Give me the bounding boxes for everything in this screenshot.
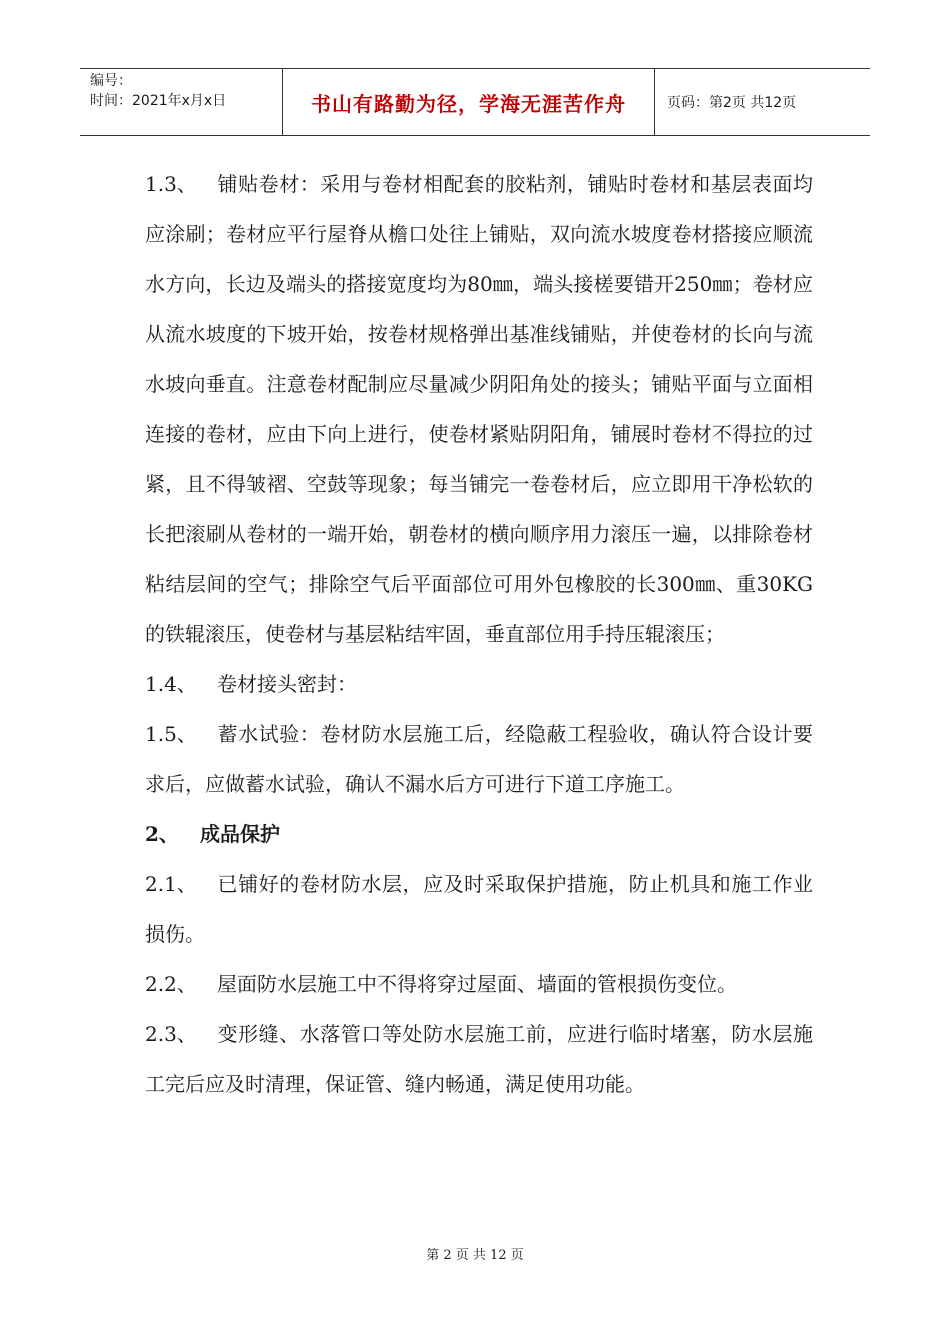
number-label: 编号： <box>90 73 132 89</box>
section-number: 2.1、 <box>145 872 197 896</box>
paragraph-1-3 <box>145 159 813 659</box>
header-motto: 书山有路勤为径，学海无涯苦作舟 <box>282 69 655 135</box>
header-meta <box>80 69 282 135</box>
section-number: 1.5、 <box>145 722 197 746</box>
section-number: 1.3、 <box>145 172 197 196</box>
section-number: 1.4、 <box>145 672 197 696</box>
section-number: 2.3、 <box>145 1022 197 1046</box>
page-footer: 第 2 页 共 12 页 <box>426 1248 524 1263</box>
paragraph-2-3 <box>145 1009 813 1109</box>
paragraph-text: 铺贴卷材：采用与卷材相配套的胶粘剂，铺贴时卷材和基层表面均应涂刷；卷材应平行屋脊从檐口处往上铺贴，双向流水坡度卷材搭接应顺流水方向，长边及端头的搭接宽度均为80㎜，端头接槎要错开250㎜；卷材应从流水坡度的下坡开始，按卷材规格弹出基准线铺贴，并使卷材的长向与流水坡向垂直。注意卷材配制应尽量减少阴阳角处的接头；铺贴平面与立面相连接的卷材，应由下向上进行，使卷材紧贴阴阳角，铺展时卷材不得拉的过紧，且不得皱褶、空鼓等现象；每当铺完一卷卷材后，应立即用干净松软的长把滚刷从卷材的一端开始，朝卷材的横向顺序用力滚压一遍，以排除卷材粘结层间的空气；排除空气后平面部位可用外包橡胶的长300㎜、重30KG的铁辊滚压，使卷材与基层粘结牢固，垂直部位用手持压辊滚压； <box>145 172 813 646</box>
section-heading-2 <box>145 809 813 859</box>
header-page-info: 页码：第2页 共12页 <box>667 95 797 111</box>
paragraph-text: 屋面防水层施工中不得将穿过屋面、墙面的管根损伤变位。 <box>217 972 737 996</box>
page-header <box>80 68 870 136</box>
document-body <box>145 159 813 1109</box>
date-label: 时间：2021年x月x日 <box>90 93 227 109</box>
paragraph-1-4 <box>145 659 813 709</box>
paragraph-text: 变形缝、水落管口等处防水层施工前，应进行临时堵塞，防水层施工完后应及时清理，保证管、缝内畅通，满足使用功能。 <box>145 1022 813 1096</box>
section-heading-text: 成品保护 <box>200 822 280 846</box>
paragraph-text: 蓄水试验：卷材防水层施工后，经隐蔽工程验收，确认符合设计要求后，应做蓄水试验，确认不漏水后方可进行下道工序施工。 <box>145 722 813 796</box>
section-number: 2.2、 <box>145 972 197 996</box>
paragraph-2-2 <box>145 959 813 1009</box>
paragraph-1-5 <box>145 709 813 809</box>
paragraph-text: 已铺好的卷材防水层，应及时采取保护措施，防止机具和施工作业损伤。 <box>145 872 813 946</box>
paragraph-2-1 <box>145 859 813 959</box>
section-number: 2、 <box>145 822 179 846</box>
paragraph-text: 卷材接头密封： <box>217 672 357 696</box>
